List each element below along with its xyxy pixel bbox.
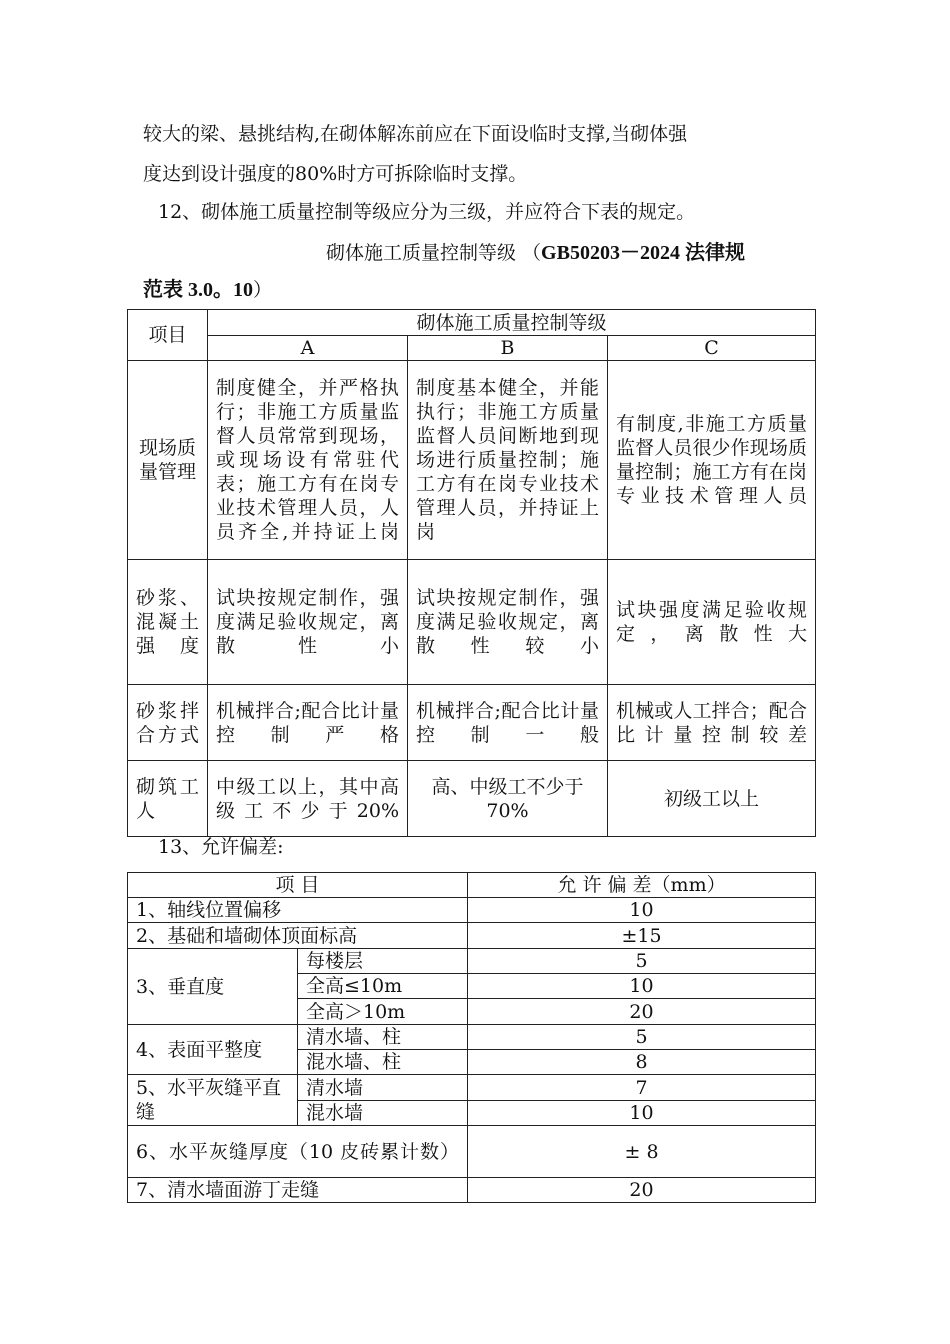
table-row [128,1075,816,1101]
row-value: 20 [468,999,816,1025]
table-row [128,949,816,974]
table-row [128,1178,816,1203]
sub-row-name: 每楼层 [298,949,468,974]
table-row [128,560,816,685]
caption-suffix: ） [253,279,273,301]
row-value: ± 8 [468,1126,816,1178]
row-name: 砂浆拌合方式 [128,685,208,761]
cell-level-b: 高、中级工不少于70% [408,761,608,837]
row-name: 1、轴线位置偏移 [128,898,468,923]
item-12-text: 12、砌体施工质量控制等级应分为三级，并应符合下表的规定。 [158,201,696,223]
header-grade-group: 砌体施工质量控制等级 [208,310,816,336]
item-13-text: 13、允许偏差: [158,836,284,858]
row-value: 20 [468,1178,816,1203]
row-name: 6、水平灰缝厚度（10 皮砖累计数） [128,1126,468,1178]
cell-level-a: 制度健全，并严格执行；非施工方质量监督人员常常到现场，或现场设有常驻代表；施工方有在岗专业技术管理人员，人员齐全,并持证上岗 [208,361,408,560]
row-value: 7 [468,1075,816,1101]
cell-level-c: 机械或人工拌合；配合比计量控制较差 [608,685,816,761]
intro-line-2: 度达到设计强度的80%时方可拆除临时支撑。 [143,163,528,185]
cell-level-b: 试块按规定制作，强度满足验收规定，离散性较小 [408,560,608,685]
cell-level-c: 有制度,非施工方质量监督人员很少作现场质量控制；施工方有在岗专业技术管理人员 [608,361,816,560]
cell-level-a: 中级工以上，其中高级工不少于20% [208,761,408,837]
allowable-deviation-table [127,872,816,1203]
cell-level-a: 机械拌合;配合比计量控制严格 [208,685,408,761]
row-value: 10 [468,898,816,923]
row-name: 5、水平灰缝平直缝 [128,1075,298,1126]
table-row [128,685,816,761]
cell-level-b: 制度基本健全，并能执行；非施工方质量监督人员间断地到现场进行质量控制；施工方有在岗专业技术管理人员，并持证上岗 [408,361,608,560]
sub-row-name: 全高＞10m [298,999,468,1025]
table-row [128,361,816,560]
sub-row-name: 混水墙 [298,1101,468,1126]
row-name: 4、表面平整度 [128,1025,298,1075]
table-row [128,923,816,949]
cell-level-c: 初级工以上 [608,761,816,837]
header-item: 项目 [128,310,208,361]
cell-level-c: 试块强度满足验收规定，离散性大 [608,560,816,685]
intro-line-1: 较大的梁、悬挑结构,在砌体解冻前应在下面设临时支撑,当砌体强 [143,123,688,145]
quality-grade-table [127,309,816,837]
header-level-c: C [608,336,816,361]
row-name: 3、垂直度 [128,949,298,1025]
header-level-a: A [208,336,408,361]
row-name: 7、清水墙面游丁走缝 [128,1178,468,1203]
row-value: 10 [468,1101,816,1126]
table-row [128,1126,816,1178]
cell-level-b: 机械拌合;配合比计量控制一般 [408,685,608,761]
row-name: 砂浆、混凝土强度 [128,560,208,685]
header-item: 项 目 [128,873,468,898]
sub-row-name: 全高≤10m [298,974,468,999]
caption-standard: GB50203－2024 法律规 [541,242,745,264]
caption-table-number: 范表 3.0。10 [143,279,253,301]
table-row [128,898,816,923]
row-value: 5 [468,949,816,974]
table-caption-line-2 [143,273,272,302]
caption-prefix: 砌体施工质量控制等级 （ [326,242,542,264]
row-name: 2、基础和墙砌体顶面标高 [128,923,468,949]
table-row [128,761,816,837]
row-value: 8 [468,1050,816,1075]
header-level-b: B [408,336,608,361]
sub-row-name: 混水墙、柱 [298,1050,468,1075]
row-value: ±15 [468,923,816,949]
row-value: 5 [468,1025,816,1050]
cell-level-a: 试块按规定制作，强度满足验收规定，离散性小 [208,560,408,685]
sub-row-name: 清水墙 [298,1075,468,1101]
table-caption-line-1 [326,236,745,265]
header-deviation: 允 许 偏 差（mm） [468,873,816,898]
row-name: 现场质量管理 [128,361,208,560]
row-name: 砌筑工人 [128,761,208,837]
row-value: 10 [468,974,816,999]
table-row [128,1025,816,1050]
sub-row-name: 清水墙、柱 [298,1025,468,1050]
